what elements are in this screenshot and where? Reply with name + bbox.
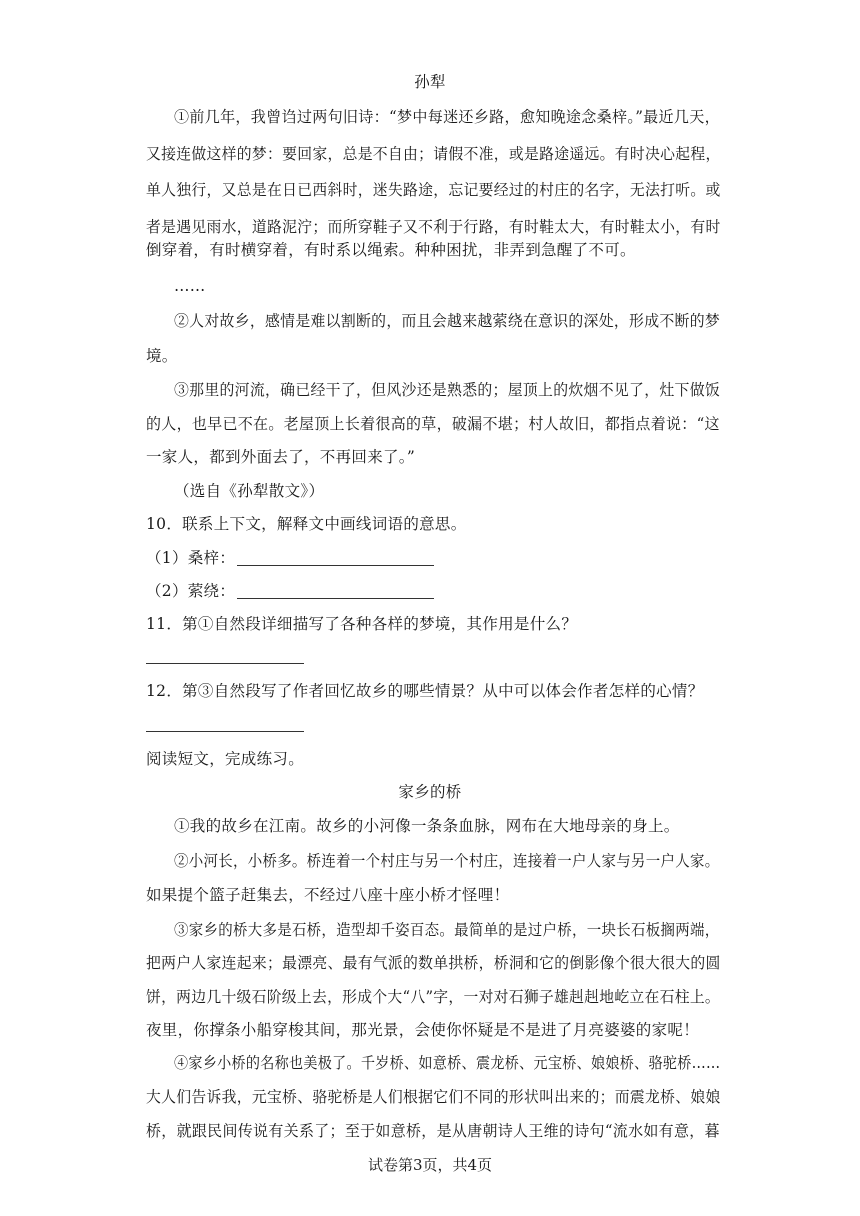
passage1-line: ③那里的河流，确已经干了，但风沙还是熟悉的；屋顶上的炊烟不见了，灶下做饭 [174, 381, 721, 399]
question-10-2-label: （2）萦绕： [146, 582, 236, 600]
passage1-source: （选自《孙犁散文》） [174, 482, 325, 500]
page-footer: 试卷第3页，共4页 [367, 1156, 493, 1174]
question-11: 11．第①自然段详细描写了各种各样的梦境，其作用是什么？ [146, 615, 578, 633]
passage2-line: 大人们告诉我，元宝桥、骆驼桥是人们根据它们不同的形状叫出来的；而震龙桥、娘娘 [146, 1088, 721, 1106]
passage2-title: 家乡的桥 [398, 783, 462, 801]
passage2-line: ④家乡小桥的名称也美极了。千岁桥、如意桥、震龙桥、元宝桥、娘娘桥、骆驼桥…… [174, 1054, 721, 1072]
passage1-line: 者是遇见雨水，道路泥泞；而所穿鞋子又不利于行路，有时鞋太大，有时鞋太小，有时 [146, 218, 721, 236]
passage2-line: 桥，就跟民间传说有关系了；至于如意桥，是从唐朝诗人王维的诗句“流水如有意，暮 [146, 1122, 720, 1140]
passage1-line: 一家人，都到外面去了，不再回来了。” [146, 448, 416, 466]
answer-blank[interactable] [237, 549, 434, 566]
passage1-line: 又接连做这样的梦：要回家，总是不自由；请假不准，或是路途遥远。有时决心起程， [146, 145, 721, 163]
passage2-line: 夜里，你撑条小船穿梭其间，那光景，会使你怀疑是不是进了月亮婆婆的家呢！ [146, 1021, 700, 1039]
passage1-line: 倒穿着，有时横穿着，有时系以绳索。种种困扰，非弄到急醒了不可。 [146, 241, 636, 259]
question-12: 12．第③自然段写了作者回忆故乡的哪些情景？从中可以体会作者怎样的心情？ [146, 682, 704, 700]
passage2-line: ②小河长，小桥多。桥连着一个村庄与另一个村庄，连接着一户人家与另一户人家。 [174, 852, 720, 870]
passage2-line: ①我的故乡在江南。故乡的小河像一条条血脉，网布在大地母亲的身上。 [174, 817, 680, 835]
passage2-line: 饼，两边几十级石阶级上去，形成个大“八”字，一对对石狮子雄赳赳地屹立在石柱上。 [146, 988, 721, 1006]
passage1-line: 单人独行，又总是在日已西斜时，迷失路途，忘记要经过的村庄的名字，无法打听。或 [146, 181, 721, 199]
passage1-line: 的人，也早已不在。老屋顶上长着很高的草，破漏不堪；村人故旧，都指点着说：“这 [146, 415, 720, 433]
passage1-ellipsis: …… [174, 277, 206, 295]
passage1-line: 境。 [146, 347, 178, 365]
question-10-2 [146, 581, 434, 601]
question-10-1 [146, 548, 434, 568]
passage1-title: 孙犁 [414, 73, 446, 91]
passage1-line: ②人对故乡，感情是难以割断的，而且会越来越萦绕在意识的深处，形成不断的梦 [174, 312, 721, 330]
passage2-line: ③家乡的桥大多是石桥，造型却千姿百态。最简单的是过户桥，一块长石板搁两端， [174, 921, 720, 939]
reading-instruction: 阅读短文，完成练习。 [146, 750, 305, 768]
passage2-line: 把两户人家连起来；最漂亮、最有气派的数单拱桥，桥洞和它的倒影像个很大很大的圆 [146, 954, 721, 972]
answer-line[interactable] [146, 731, 304, 732]
passage1-line: ①前几年，我曾诌过两句旧诗：“梦中每迷还乡路，愈知晚途念桑梓。”最近几天， [174, 108, 720, 126]
answer-line[interactable] [146, 663, 304, 664]
question-10-1-label: （1）桑梓： [146, 549, 236, 567]
question-10: 10．联系上下文，解释文中画线词语的意思。 [146, 515, 467, 533]
answer-blank[interactable] [237, 582, 434, 599]
passage2-line: 如果提个篮子赶集去，不经过八座十座小桥才怪哩！ [146, 886, 510, 904]
